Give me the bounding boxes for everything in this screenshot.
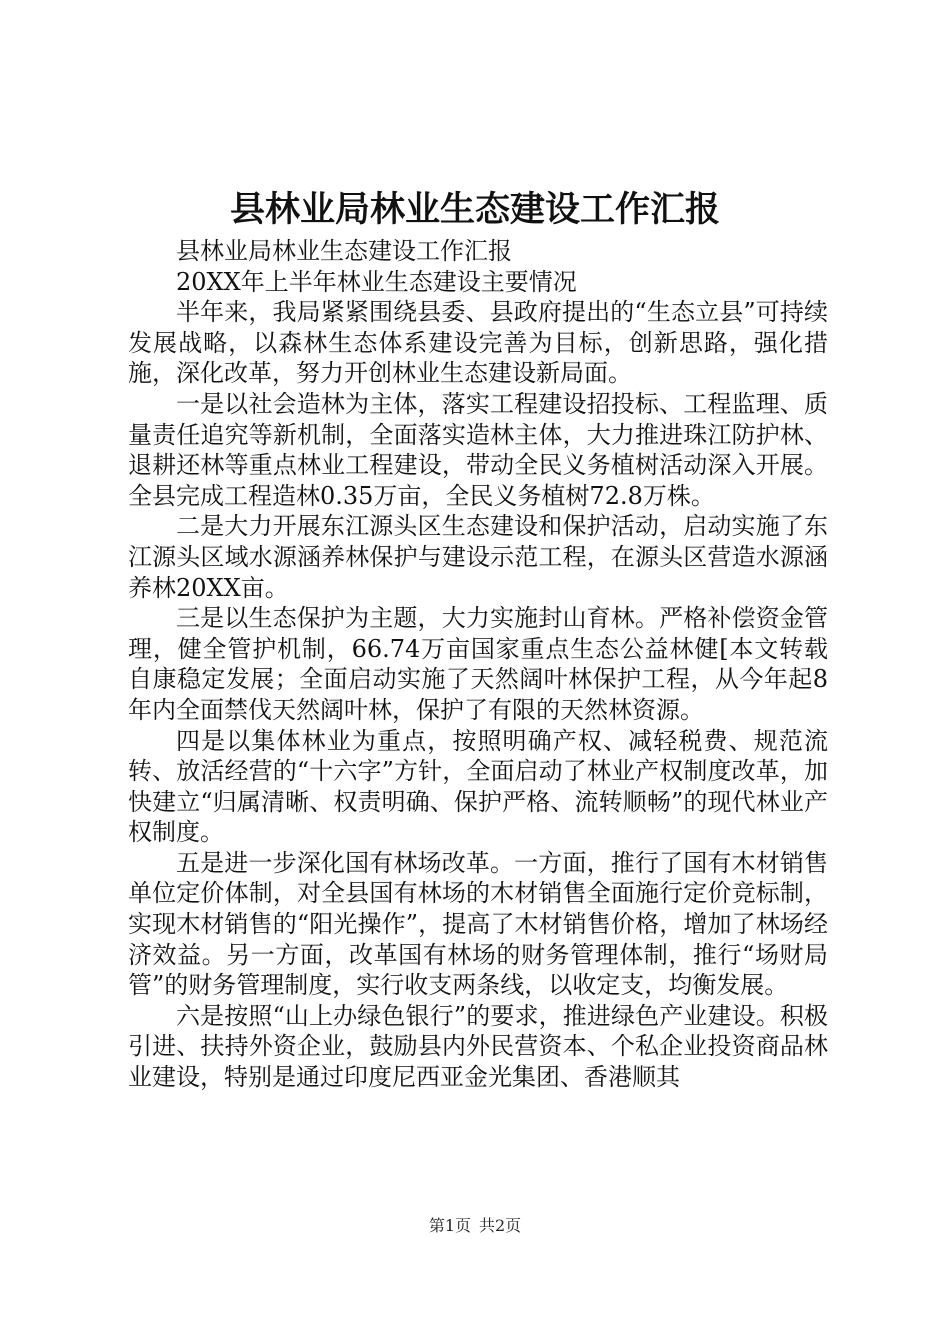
document-body	[128, 236, 828, 1093]
paragraph: 二是大力开展东江源头区生态建设和保护活动，启动实施了东江源头区域水源涵养林保护与建设示范工程，在源头区营造水源涵养林20XX亩。	[128, 512, 828, 602]
page-total: 共2页	[479, 1216, 522, 1235]
paragraph: 三是以生态保护为主题，大力实施封山育林。严格补偿资金管理，健全管护机制，66.74万亩国家重点生态公益林健[本文转载自康稳定发展；全面启动实施了天然阔叶林保护工程，从今年起8年内全面禁伐天然阔叶林，保护了有限的天然林资源。	[128, 604, 828, 724]
paragraph: 20XX年上半年林业生态建设主要情况	[176, 267, 577, 296]
paragraph: 六是按照“山上办绿色银行”的要求，推进绿色产业建设。积极引进、扶持外资企业，鼓励县内外民营资本、个私企业投资商品林业建设，特别是通过印度尼西亚金光集团、香港顺其	[128, 1001, 828, 1092]
page-footer	[0, 1214, 950, 1238]
paragraph: 县林业局林业生态建设工作汇报	[176, 237, 512, 265]
paragraph: 半年来，我局紧紧围绕县委、县政府提出的“生态立县”可持续发展战略，以森林生态体系建设完善为目标，创新思路，强化措施，深化改革，努力开创林业生态建设新局面。	[128, 298, 828, 388]
paragraph: 五是进一步深化国有林场改革。一方面，推行了国有木材销售单位定价体制，对全县国有林场的木材销售全面施行定价竞标制，实现木材销售的“阳光操作”，提高了木材销售价格，增加了林场经济效益。另一方面，改革国有林场的财务管理体制，推行“场财局管”的财务管理制度，实行收支两条线，以收定支，均衡发展。	[128, 848, 828, 1000]
document-title: 县林业局林业生态建设工作汇报	[229, 189, 720, 230]
page-number: 第1页	[428, 1216, 471, 1235]
paragraph: 四是以集体林业为重点，按照明确产权、减轻税费、规范流转、放活经营的“十六字”方针，全面启动了林业产权制度改革，加快建立“归属清晰、权责明确、保护严格、流转顺畅”的现代林业产权制度。	[128, 726, 828, 847]
paragraph: 一是以社会造林为主体，落实工程建设招投标、工程监理、质量责任追究等新机制，全面落实造林主体，大力推进珠江防护林、退耕还林等重点林业工程建设，带动全民义务植树活动深入开展。全县完成工程造林0.35万亩，全民义务植树72.8万株。	[128, 389, 828, 510]
